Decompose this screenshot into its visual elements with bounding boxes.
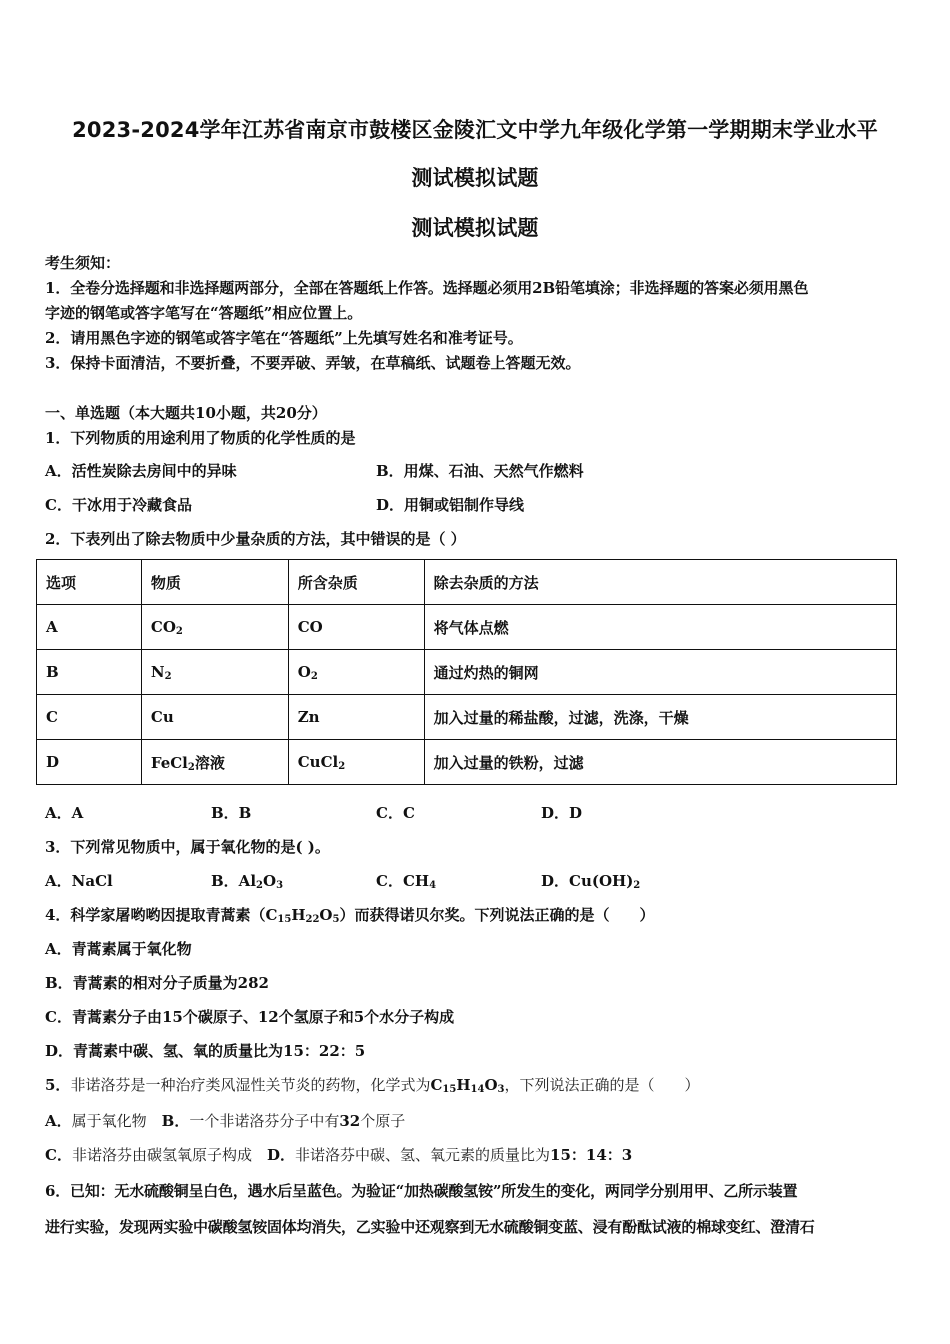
row-substance: $CO_2$ (141, 605, 288, 650)
row-option: A (37, 605, 142, 650)
q5-stem: 5．非诺洛芬是一种治疗类风湿性关节炎的药物，化学式为$C_{15}H_{14}O_3$，下列说法正确的是（ ） (45, 1076, 700, 1095)
header-substance: 物质 (141, 560, 288, 605)
q3-option-d: D．$Cu(OH)_2$ (541, 872, 641, 891)
exam-title-line3: 测试模拟试题 (411, 216, 539, 240)
impurity-table (36, 559, 897, 785)
row-method: 通过灼热的铜网 (424, 650, 896, 695)
q4-option-a: A．青蒿素属于氧化物 (45, 940, 192, 958)
q1-option-d: D．用铜或铝制作导线 (376, 496, 525, 514)
q2-option-a: A．A (45, 804, 84, 822)
q4-option-c: C．青蒿素分子由15个碳原子、12个氢原子和5个水分子构成 (45, 1008, 455, 1026)
row-impurity: CO (288, 605, 424, 650)
table-row (37, 605, 897, 650)
q2-option-c: C．C (376, 804, 415, 822)
notice-item-1b: 字迹的钢笔或答字笔写在“答题纸”相应位置上。 (45, 304, 363, 322)
q4-option-d: D．青蒿素中碳、氢、氧的质量比为15：22：5 (45, 1042, 366, 1060)
row-impurity: Zn (288, 695, 424, 740)
header-option: 选项 (37, 560, 142, 605)
table-header-row (37, 560, 897, 605)
q1-stem: 1．下列物质的用途利用了物质的化学性质的是 (45, 429, 356, 447)
table-row (37, 740, 897, 785)
notice-item-2: 2．请用黑色字迹的钢笔或答字笔在“答题纸”上先填写姓名和准考证号。 (45, 329, 523, 347)
q4-option-b: B．青蒿素的相对分子质量为282 (45, 974, 269, 992)
q6-stem-line2: 进行实验，发现两实验中碳酸氢铵固体均消失，乙实验中还观察到无水硫酸铜变蓝、浸有酚酞试液的棉球变红、澄清石 (45, 1218, 815, 1236)
exam-title-line2: 测试模拟试题 (411, 166, 539, 190)
row-method: 加入过量的稀盐酸，过滤，洗涤，干燥 (424, 695, 896, 740)
q3-option-a: A．NaCl (45, 872, 113, 890)
q2-option-d: D．D (541, 804, 583, 822)
row-option: C (37, 695, 142, 740)
q5-options-cd: C．非诺洛芬由碳氢氧原子构成 D．非诺洛芬中碳、氢、氧元素的质量比为15：14：3 (45, 1146, 633, 1164)
q5-options-ab: A．属于氧化物 B．一个非诺洛芬分子中有32个原子 (45, 1112, 406, 1130)
q1-option-a: A．活性炭除去房间中的异味 (45, 462, 237, 480)
row-substance: $N_2$ (141, 650, 288, 695)
q3-option-c: C．$CH_4$ (376, 872, 437, 891)
table-row (37, 650, 897, 695)
notice-item-1a: 1．全卷分选择题和非选择题两部分，全部在答题纸上作答。选择题必须用2B铅笔填涂；非选择题的答案必须用黑色 (45, 279, 809, 297)
row-option: B (37, 650, 142, 695)
row-method: 将气体点燃 (424, 605, 896, 650)
q1-option-b: B．用煤、石油、天然气作燃料 (376, 462, 584, 480)
q2-stem: 2．下表列出了除去物质中少量杂质的方法，其中错误的是（ ） (45, 530, 466, 548)
q3-stem: 3．下列常见物质中，属于氧化物的是( )。 (45, 838, 330, 856)
q1-option-c: C．干冰用于冷藏食品 (45, 496, 192, 514)
row-substance: Cu (141, 695, 288, 740)
q2-option-b: B．B (211, 804, 252, 822)
notice-item-3: 3．保持卡面清洁，不要折叠，不要弄破、弄皱，在草稿纸、试题卷上答题无效。 (45, 354, 581, 372)
row-impurity: CuCl$_2$ (288, 740, 424, 785)
q6-stem-line1: 6．已知：无水硫酸铜呈白色，遇水后呈蓝色。为验证“加热碳酸氢铵”所发生的变化，两同学分别用甲、乙所示装置 (45, 1182, 798, 1200)
table-row (37, 695, 897, 740)
q4-stem: 4．科学家屠哟哟因提取青蒿素$(C_{15}H_{22}O_5)$而获得诺贝尔奖。下列说法正确的是（ ） (45, 906, 655, 925)
row-option: D (37, 740, 142, 785)
header-method: 除去杂质的方法 (424, 560, 896, 605)
header-impurity: 所含杂质 (288, 560, 424, 605)
q3-option-b: B．$Al_2O_3$ (211, 872, 284, 891)
row-substance: FeCl$_2$溶液 (141, 740, 288, 785)
row-impurity: $O_2$ (288, 650, 424, 695)
section-heading: 一、单选题（本大题共10小题，共20分） (45, 404, 327, 422)
row-method: 加入过量的铁粉，过滤 (424, 740, 896, 785)
exam-title-line1: 2023-2024学年江苏省南京市鼓楼区金陵汇文中学九年级化学第一学期期末学业水平 (72, 118, 878, 142)
notice-heading: 考生须知： (45, 254, 121, 272)
